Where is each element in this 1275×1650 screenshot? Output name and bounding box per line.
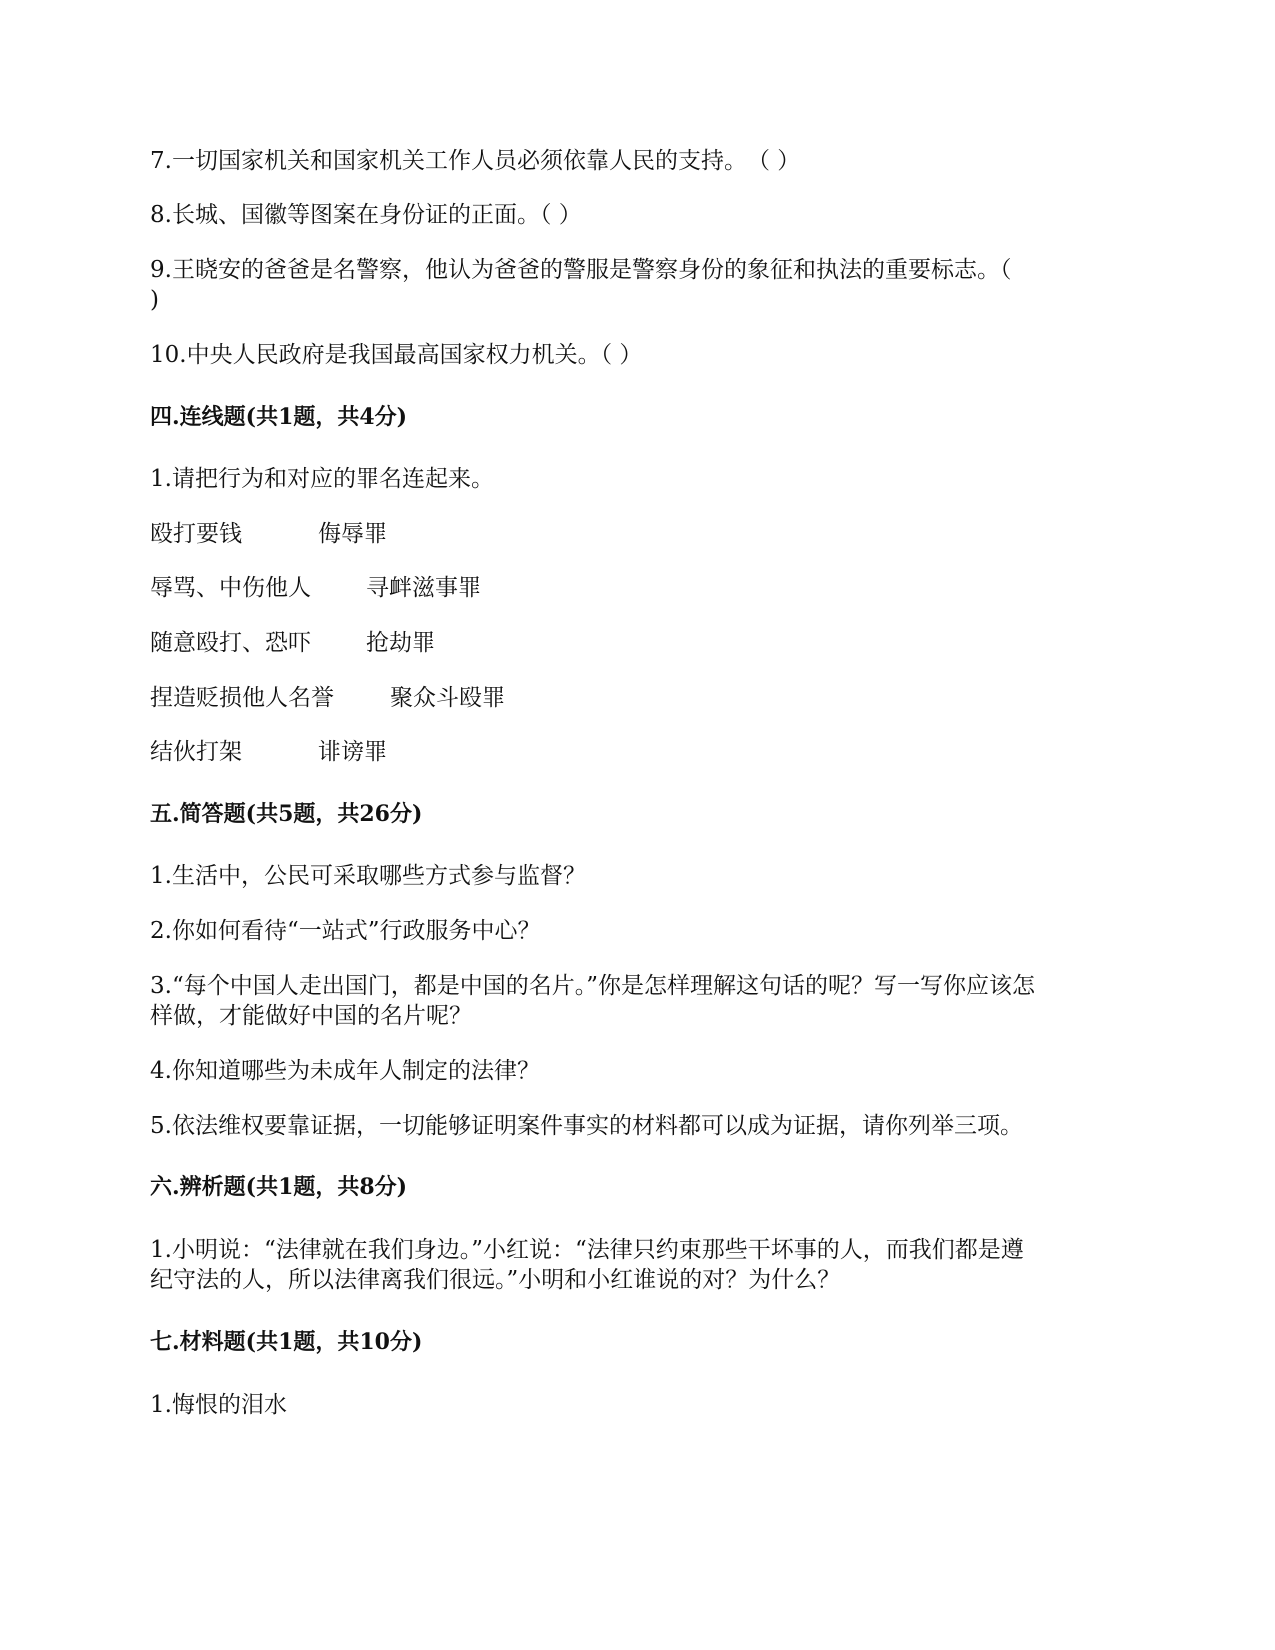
tf-item-10: 10.中央人民政府是我国最高国家权力机关。（ ）: [150, 342, 643, 368]
question: 1.生活中，公民可采取哪些方式参与监督？: [150, 863, 586, 889]
match-left-item: 随意殴打、恐吓: [150, 630, 311, 656]
match-left-item: 辱骂、中伤他人: [150, 575, 311, 601]
tf-item-8: 8.长城、国徽等图案在身份证的正面。（ ）: [150, 202, 582, 228]
question-continued: 样做，才能做好中国的名片呢？: [150, 1003, 472, 1029]
tf-item-9-continued: ): [150, 287, 159, 313]
match-left-item: 捏造贬损他人名誉: [150, 685, 334, 711]
section-heading: 六.辨析题(共1题，共8分): [150, 1174, 408, 1200]
match-right-item: 抢劫罪: [366, 630, 435, 656]
section-heading: 五.简答题(共5题，共26分): [150, 801, 423, 827]
question: 1.小明说：“法律就在我们身边。”小红说：“法律只约束那些干坏事的人，而我们都是遵: [150, 1237, 1024, 1263]
question: 4.你知道哪些为未成年人制定的法律？: [150, 1058, 540, 1084]
match-left-item: 结伙打架: [150, 739, 242, 765]
match-right-item: 聚众斗殴罪: [390, 685, 505, 711]
question: 5.依法维权要靠证据，一切能够证明案件事实的材料都可以成为证据，请你列举三项。: [150, 1113, 1023, 1139]
section-heading: 七.材料题(共1题，共10分): [150, 1329, 423, 1355]
question: 2.你如何看待“一站式”行政服务中心？: [150, 918, 541, 944]
question: 1.请把行为和对应的罪名连起来。: [150, 466, 494, 492]
question: 3.“每个中国人走出国门，都是中国的名片。”你是怎样理解这句话的呢？写一写你应该怎: [150, 973, 1035, 999]
match-right-item: 寻衅滋事罪: [366, 575, 481, 601]
tf-item-7: 7.一切国家机关和国家机关工作人员必须依靠人民的支持。 （ ）: [150, 148, 801, 174]
match-right-item: 诽谤罪: [318, 739, 387, 765]
match-right-item: 侮辱罪: [318, 521, 387, 547]
section-heading: 四.连线题(共1题，共4分): [150, 404, 408, 430]
tf-item-9: 9.王晓安的爸爸是名警察，他认为爸爸的警服是警察身份的象征和执法的重要标志。（: [150, 257, 1012, 283]
match-left-item: 殴打要钱: [150, 521, 242, 547]
question-continued: 纪守法的人，所以法律离我们很远。”小明和小红谁说的对？为什么？: [150, 1267, 841, 1293]
question: 1.悔恨的泪水: [150, 1392, 287, 1418]
